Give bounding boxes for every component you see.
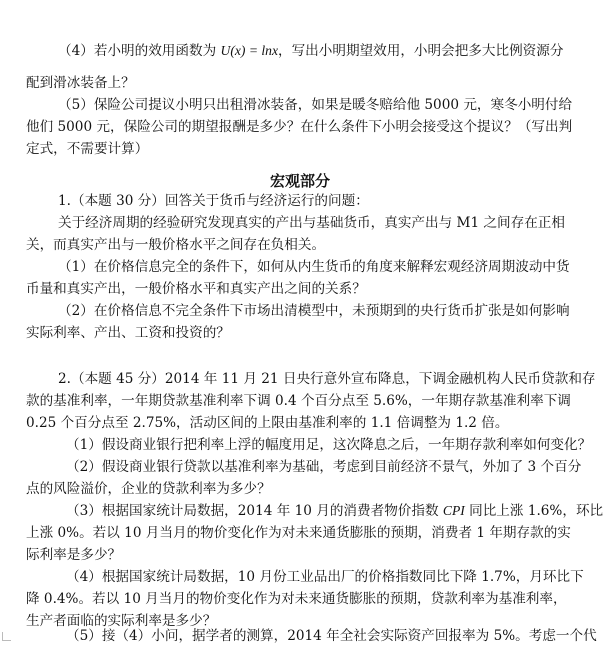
q5-line-1: （5）保险公司提议小明只出租滑冰装备，如果是暖冬赔给他 5000 元，寒冬小明付给 <box>58 97 573 113</box>
p2-q3-line-2: 上涨 0%。若以 10 月当月的物价变化作为对未来通货膨胀的预期，消费者 1 年期存款的实 <box>26 525 571 541</box>
p2-q3-line-3: 际利率是多少？ <box>26 547 122 563</box>
q5-line-3: 定式，不需要计算） <box>26 141 149 157</box>
q4-line-2: 配到滑冰装备上？ <box>26 75 135 91</box>
p2-header-line-3: 0.25 个百分点至 2.75%，活动区间的上限由基准利率的 1.1 倍调整为 1.2 倍。 <box>26 415 509 431</box>
utility-formula: U(x) = lnx <box>220 43 278 58</box>
p1-q2-line-2: 实际利率、产出、工资和投资的？ <box>26 325 230 341</box>
q4-text-post: ，写出小明期望效用，小明会把多大比例资源分 <box>278 43 564 59</box>
p1-q1-line-1: （1）在价格信息完全的条件下，如何从内生货币的角度来解释宏观经济周期波动中货 <box>58 259 570 275</box>
p2-q2-line-2: 点的风险溢价，企业的贷款利率为多少？ <box>26 481 271 497</box>
p2-q5-line-1: （5）接（4）小问，据学者的测算，2014 年全社会实际资产回报率为 5%。考虑一个代 <box>66 628 597 644</box>
p2-q2-line-1: （2）假设商业银行贷款以基准利率为基础，考虑到目前经济不景气，外加了 3 个百分 <box>66 459 582 475</box>
section-title-macro: 宏观部分 <box>269 172 330 190</box>
p2-q3-text-pre: （3）根据国家统计局数据，2014 年 10 月的消费者物价指数 <box>66 503 443 519</box>
p2-q4-line-3: 生产者面临的实际利率是多少？ <box>26 613 217 629</box>
p1-header: 1.（本题 30 分）回答关于货币与经济运行的问题： <box>58 193 369 209</box>
p2-q4-line-1: （4）根据国家统计局数据，10 月份工业品出厂的价格指数同比下降 1.7%，月环比下 <box>66 569 584 585</box>
q4-text-pre: （4）若小明的效用函数为 <box>58 43 221 59</box>
p2-header-line-2: 款的基准利率，一年期贷款基准利率下调 0.4 个百分点至 5.6%，一年期存款基准利率下调 <box>26 393 571 409</box>
p1-intro-line-1: 关于经济周期的经验研究发现真实的产出与基础货币，真实产出与 M1 之间存在正相 <box>58 215 565 231</box>
p1-q2-line-1: （2）在价格信息不完全条件下市场出清模型中，未预期到的央行货币扩张是如何影响 <box>58 303 570 319</box>
page-corner-mark <box>2 632 11 641</box>
q5-line-2: 他们 5000 元，保险公司的期望报酬是多少？在什么条件下小明会接受这个提议？（写出判 <box>26 119 573 135</box>
p2-header-line-1: 2.（本题 45 分）2014 年 11 月 21 日央行意外宣布降息，下调金融机构人民币贷款和存 <box>58 371 596 387</box>
p2-q4-line-2: 降 0.4%。若以 10 月当月的物价变化作为对未来通货膨胀的预期，贷款利率为基准利率， <box>26 591 567 607</box>
p1-intro-line-2: 关，而真实产出与一般价格水平之间存在负相关。 <box>26 237 326 253</box>
cpi-term: CPI <box>442 503 465 518</box>
p2-q3-text-post: 同比上涨 1.6%，环比 <box>464 503 603 519</box>
p1-q1-line-2: 币量和真实产出，一般价格水平和真实产出之间的关系？ <box>26 281 366 297</box>
p2-q3-line-1 <box>66 500 603 522</box>
p2-q1: （1）假设商业银行把利率上浮的幅度用足，这次降息之后，一年期存款利率如何变化？ <box>66 437 592 453</box>
q4-line-1 <box>58 40 578 62</box>
